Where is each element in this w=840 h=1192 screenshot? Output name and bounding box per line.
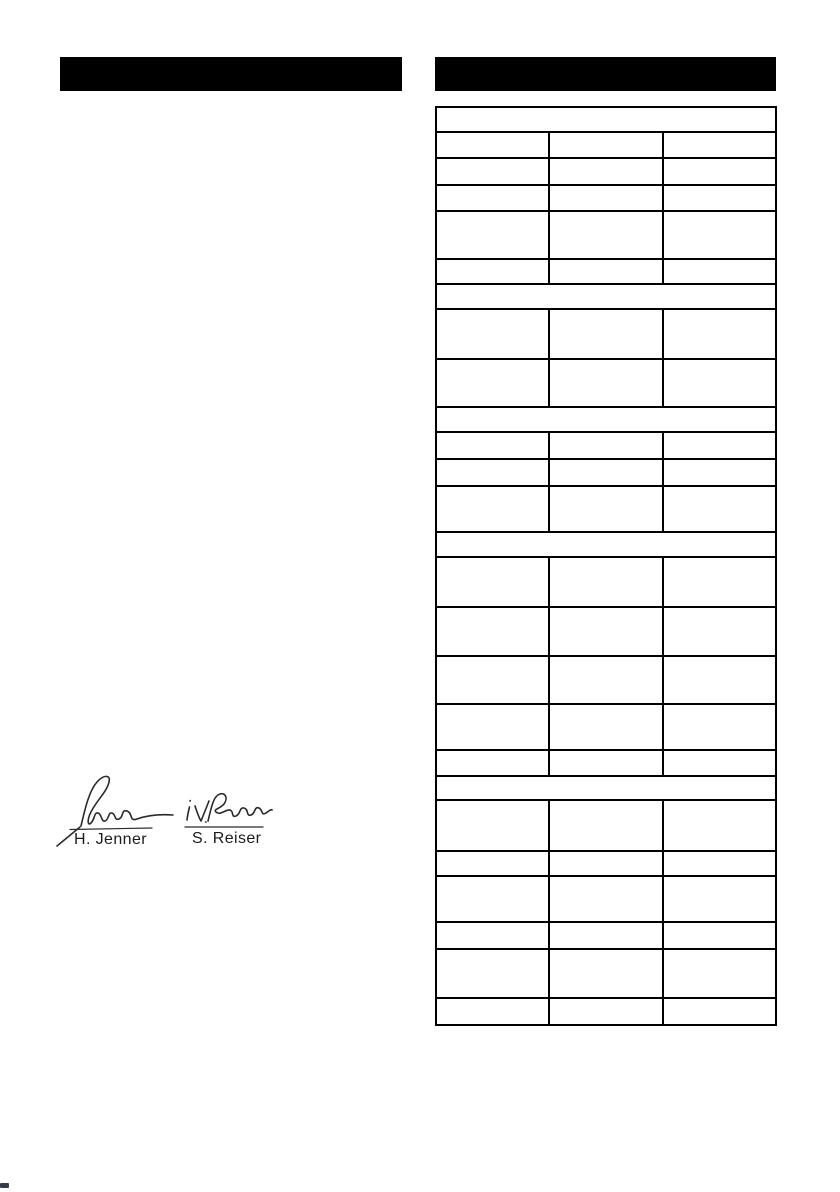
value-cell — [663, 704, 776, 750]
table-data-row — [436, 704, 776, 750]
section-header-cell — [436, 776, 776, 800]
label-cell — [436, 656, 549, 704]
section-header-cell — [436, 107, 776, 132]
unit-cell — [549, 998, 662, 1025]
unit-cell — [549, 359, 662, 407]
label-cell — [436, 922, 549, 949]
label-cell — [436, 557, 549, 607]
value-cell — [663, 949, 776, 998]
label-cell — [436, 998, 549, 1025]
label-cell — [436, 607, 549, 656]
label-cell — [436, 132, 549, 158]
value-cell — [663, 557, 776, 607]
label-cell — [436, 211, 549, 259]
table-data-row — [436, 158, 776, 185]
right-section-header-bar — [435, 57, 776, 91]
table-data-row — [436, 459, 776, 486]
table-data-row — [436, 656, 776, 704]
table-data-row — [436, 132, 776, 158]
table-data-row — [436, 486, 776, 532]
value-cell — [663, 656, 776, 704]
table-data-row — [436, 949, 776, 998]
value-cell — [663, 922, 776, 949]
label-cell — [436, 459, 549, 486]
value-cell — [663, 750, 776, 776]
table-data-row — [436, 211, 776, 259]
value-cell — [663, 607, 776, 656]
unit-cell — [549, 750, 662, 776]
unit-cell — [549, 557, 662, 607]
table-section-row — [436, 407, 776, 432]
unit-cell — [549, 132, 662, 158]
unit-cell — [549, 185, 662, 211]
unit-cell — [549, 309, 662, 359]
signatory-name-reiser: S. Reiser — [192, 830, 262, 847]
unit-cell — [549, 800, 662, 851]
unit-cell — [549, 949, 662, 998]
value-cell — [663, 876, 776, 922]
unit-cell — [549, 486, 662, 532]
table-data-row — [436, 750, 776, 776]
signatory-name-jenner: H. Jenner — [74, 831, 147, 848]
label-cell — [436, 876, 549, 922]
reiser-signature-stroke — [208, 794, 272, 821]
value-cell — [663, 359, 776, 407]
table-data-row — [436, 607, 776, 656]
table-data-row — [436, 800, 776, 851]
label-cell — [436, 432, 549, 459]
reiser-iv-prefix-stroke — [187, 801, 209, 822]
jenner-signature-underline — [70, 828, 152, 830]
value-cell — [663, 211, 776, 259]
table-section-row — [436, 107, 776, 132]
unit-cell — [549, 459, 662, 486]
value-cell — [663, 800, 776, 851]
value-cell — [663, 432, 776, 459]
unit-cell — [549, 851, 662, 876]
table-data-row — [436, 309, 776, 359]
label-cell — [436, 259, 549, 284]
label-cell — [436, 851, 549, 876]
technical-data-table — [435, 106, 777, 1026]
unit-cell — [549, 158, 662, 185]
value-cell — [663, 851, 776, 876]
label-cell — [436, 949, 549, 998]
table-section-row — [436, 532, 776, 557]
table-data-row — [436, 557, 776, 607]
label-cell — [436, 309, 549, 359]
table-data-row — [436, 922, 776, 949]
unit-cell — [549, 259, 662, 284]
left-section-header-bar — [60, 57, 402, 91]
label-cell — [436, 750, 549, 776]
label-cell — [436, 486, 549, 532]
unit-cell — [549, 211, 662, 259]
signature-area — [40, 765, 340, 865]
label-cell — [436, 704, 549, 750]
value-cell — [663, 132, 776, 158]
unit-cell — [549, 656, 662, 704]
section-header-cell — [436, 407, 776, 432]
label-cell — [436, 800, 549, 851]
value-cell — [663, 459, 776, 486]
table-data-row — [436, 998, 776, 1025]
unit-cell — [549, 607, 662, 656]
table-body — [436, 107, 776, 1025]
jenner-signature-stroke — [81, 776, 173, 826]
table-data-row — [436, 876, 776, 922]
unit-cell — [549, 876, 662, 922]
label-cell — [436, 185, 549, 211]
unit-cell — [549, 432, 662, 459]
table-section-row — [436, 284, 776, 309]
label-cell — [436, 158, 549, 185]
label-cell — [436, 359, 549, 407]
table-section-row — [436, 776, 776, 800]
scan-corner-artifact — [0, 1183, 9, 1188]
section-header-cell — [436, 532, 776, 557]
value-cell — [663, 158, 776, 185]
table-data-row — [436, 185, 776, 211]
unit-cell — [549, 704, 662, 750]
value-cell — [663, 259, 776, 284]
section-header-cell — [436, 284, 776, 309]
signatures-graphic — [40, 765, 340, 865]
table-data-row — [436, 359, 776, 407]
value-cell — [663, 998, 776, 1025]
value-cell — [663, 309, 776, 359]
table-data-row — [436, 259, 776, 284]
table-data-row — [436, 432, 776, 459]
value-cell — [663, 486, 776, 532]
table-data-row — [436, 851, 776, 876]
unit-cell — [549, 922, 662, 949]
value-cell — [663, 185, 776, 211]
